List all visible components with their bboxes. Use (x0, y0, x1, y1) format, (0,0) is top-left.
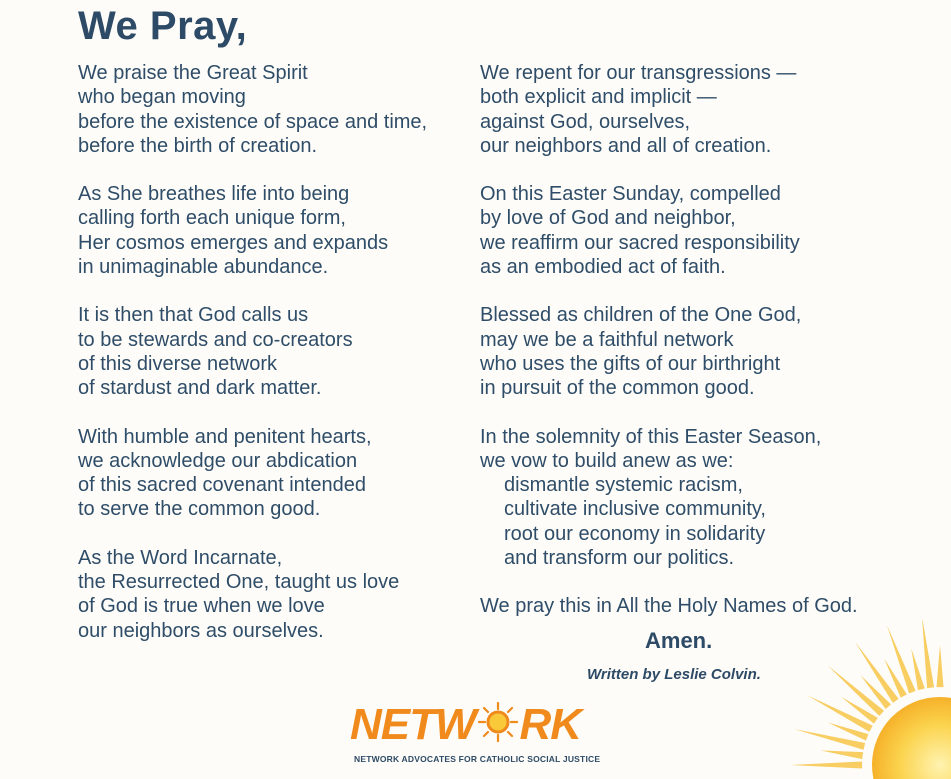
prayer-line: against God, ourselves, (480, 110, 691, 133)
stanza (78, 546, 468, 643)
stanza (78, 182, 468, 279)
prayer-line: Blessed as children of the One God, (480, 304, 802, 327)
prayer-line: who began moving (78, 86, 246, 109)
prayer-line: We praise the Great Spirit (78, 62, 308, 84)
prayer-line: With humble and penitent hearts, (78, 425, 372, 448)
prayer-line: to serve the common good. (78, 498, 321, 521)
logo-word-part: NETW (350, 700, 476, 749)
left-column (78, 61, 468, 667)
vow-line: dismantle systemic racism, (504, 474, 743, 497)
prayer-line: by love of God and neighbor, (480, 207, 736, 230)
prayer-line: in pursuit of the common good. (480, 377, 755, 400)
prayer-line: before the birth of creation. (78, 134, 318, 157)
sun-ray (821, 751, 863, 760)
prayer-line: As She breathes life into being (78, 183, 350, 206)
sun-ray (922, 620, 934, 688)
sun-ray (911, 648, 924, 690)
prayer-line: both explicit and implicit — (480, 86, 717, 109)
prayer-line: the Resurrected One, taught us love (78, 571, 400, 594)
right-column (480, 61, 910, 643)
prayer-line: As the Word Incarnate, (78, 546, 283, 569)
prayer-line: before the existence of space and time, (78, 110, 428, 133)
amen: Amen. (645, 628, 713, 653)
stanza (78, 425, 468, 522)
stanza (78, 303, 468, 400)
prayer-line: we acknowledge our abdication (78, 449, 358, 472)
stanza (480, 61, 910, 158)
page-title: We Pray, (78, 4, 248, 48)
prayer-line: We repent for our transgressions — (480, 62, 797, 84)
logo-word-part: RK (519, 700, 582, 749)
prayer-line: our neighbors and all of creation. (480, 134, 772, 157)
vow-line: root our economy in solidarity (504, 522, 766, 545)
prayer-line: in unimaginable abundance. (78, 256, 329, 279)
sun-ray (887, 625, 916, 694)
vow-line: cultivate inclusive community, (504, 498, 766, 521)
author-credit: Written by Leslie Colvin. (587, 666, 761, 683)
logo-wordmark (350, 700, 581, 750)
stanza (480, 182, 910, 279)
prayer-line: as an embodied act of faith. (480, 256, 726, 279)
prayer-line: It is then that God calls us (78, 304, 309, 327)
sun-icon (790, 620, 951, 779)
network-logo (350, 700, 600, 770)
stanza (78, 61, 468, 158)
sun-ray (841, 697, 878, 724)
prayer-line: our neighbors as ourselves. (78, 619, 324, 642)
prayer-line: we vow to build anew as we: (480, 449, 734, 472)
stanza (480, 594, 910, 618)
prayer-line: of stardust and dark matter. (78, 377, 322, 400)
sun-ray (790, 761, 862, 768)
prayer-line: may we be a faithful network (480, 328, 734, 351)
prayer-line: Her cosmos emerges and expands (78, 231, 389, 254)
prayer-line: We pray this in All the Holy Names of God. (480, 595, 858, 618)
stanza (480, 303, 910, 400)
sun-ray (936, 645, 943, 687)
prayer-line: of this sacred covenant intended (78, 474, 366, 497)
prayer-line: On this Easter Sunday, compelled (480, 183, 781, 206)
prayer-line: calling forth each unique form, (78, 207, 346, 230)
prayer-line: who uses the gifts of our birthright (480, 352, 781, 375)
prayer-line: In the solemnity of this Easter Season, (480, 425, 822, 448)
logo-tagline: NETWORK ADVOCATES FOR CATHOLIC SOCIAL JUSTICE (354, 754, 601, 764)
sun-o-icon (476, 702, 520, 742)
prayer-line: of this diverse network (78, 352, 277, 375)
vow-line: and transform our politics. (504, 547, 735, 570)
prayer-line: to be stewards and co-creators (78, 328, 353, 351)
prayer-line: of God is true when we love (78, 595, 325, 618)
stanza (480, 425, 910, 571)
prayer-line: we reaffirm our sacred responsibility (480, 231, 800, 254)
